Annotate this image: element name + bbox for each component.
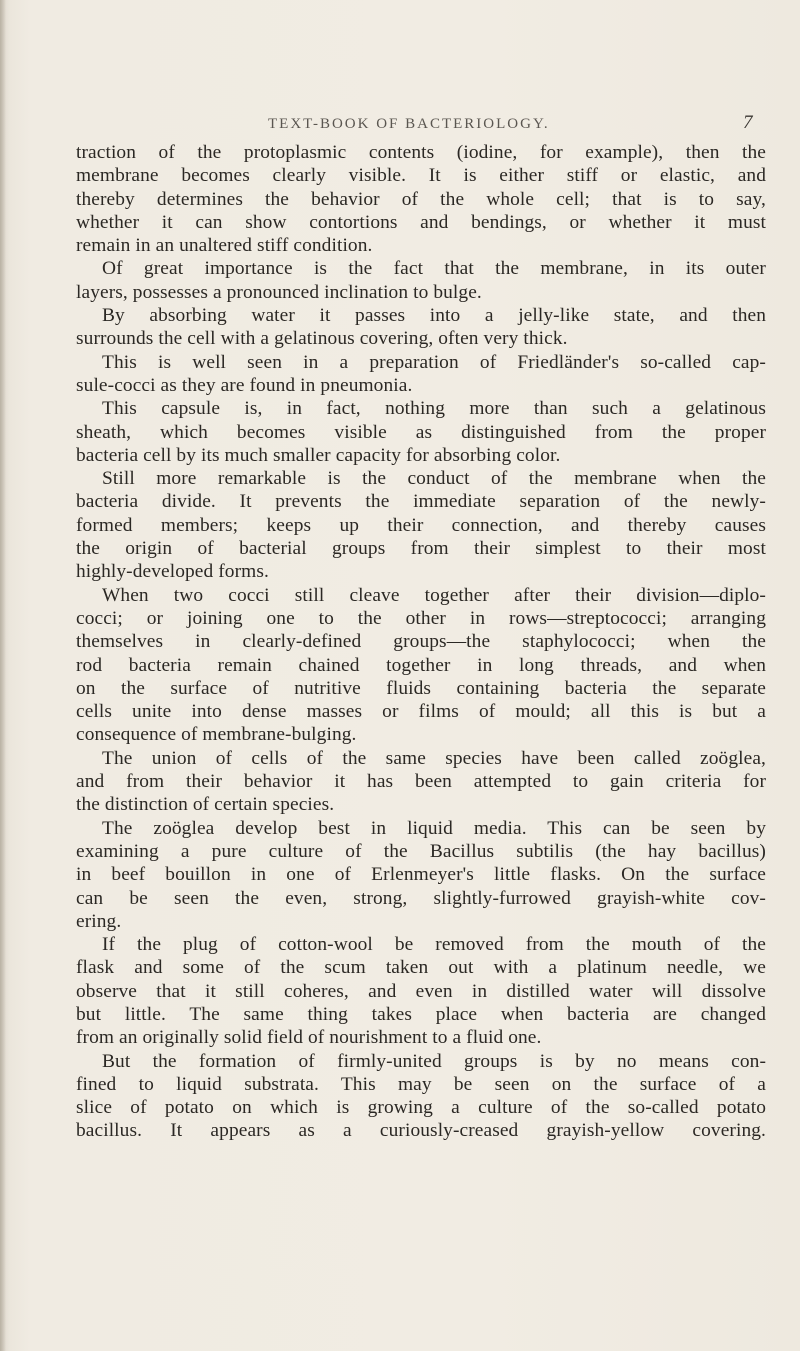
text-line: slice of potato on which is growing a culture of the so-called potato: [76, 1097, 766, 1119]
text-line: If the plug of cotton-wool be removed from the mouth of the: [102, 934, 766, 956]
text-line: bacteria cell by its much smaller capacity for absorbing color.: [76, 444, 561, 466]
text-line: Of great importance is the fact that the membrane, in its outer: [102, 258, 766, 280]
text-line: the origin of bacterial groups from their simplest to their most: [76, 538, 766, 560]
text-line: traction of the protoplasmic contents (iodine, for example), then the: [76, 142, 766, 163]
text-line: on the surface of nutritive fluids containing bacteria the separate: [76, 677, 766, 699]
binding-gutter-shadow: [0, 0, 6, 1351]
text-line: cocci; or joining one to the other in rows—streptococci; arranging: [76, 607, 766, 629]
running-head: TEXT-BOOK OF BACTERIOLOGY.: [268, 116, 550, 132]
text-line: thereby determines the behavior of the whole cell; that is to say,: [76, 188, 766, 210]
text-line: layers, possesses a pronounced inclination to bulge.: [76, 281, 482, 303]
text-line: ering.: [76, 910, 122, 932]
text-line: themselves in clearly-defined groups—the staphylococci; when the: [76, 631, 766, 653]
text-line: consequence of membrane-bulging.: [76, 724, 357, 746]
text-line: surrounds the cell with a gelatinous covering, often very thick.: [76, 328, 568, 350]
text-line: in beef bouillon in one of Erlenmeyer's little flasks. On the surface: [76, 864, 766, 886]
text-line: bacillus. It appears as a curiously-creased grayish-yellow covering.: [76, 1120, 766, 1142]
text-line: bacteria divide. It prevents the immediate separation of the newly-: [76, 491, 766, 513]
text-line: flask and some of the scum taken out with a platinum needle, we: [76, 957, 766, 979]
text-line: sule-cocci as they are found in pneumonia.: [76, 374, 413, 396]
text-line: examining a pure culture of the Bacillus subtilis (the hay bacillus): [76, 840, 766, 862]
text-line: The zoöglea develop best in liquid media. This can be seen by: [102, 817, 766, 839]
text-line: This capsule is, in fact, nothing more than such a gelatinous: [102, 398, 766, 420]
text-line: When two cocci still cleave together after their division—diplo-: [102, 584, 766, 606]
text-line: and from their behavior it has been attempted to gain criteria for: [76, 771, 766, 793]
text-line: fined to liquid substrata. This may be seen on the surface of a: [76, 1073, 766, 1095]
text-line: But the formation of firmly-united groups is by no means con-: [102, 1050, 766, 1072]
text-line: remain in an unaltered stiff condition.: [76, 235, 373, 257]
text-line: observe that it still coheres, and even in distilled water will dissolve: [76, 980, 766, 1002]
body-text: [76, 141, 766, 1143]
text-line: can be seen the even, strong, slightly-furrowed grayish-white cov-: [76, 887, 766, 909]
text-line: cells unite into dense masses or films of mould; all this is but a: [76, 701, 766, 723]
text-line: Still more remarkable is the conduct of the membrane when the: [102, 468, 766, 490]
text-line: This is well seen in a preparation of Friedländer's so-called cap-: [102, 351, 766, 373]
text-line: rod bacteria remain chained together in long threads, and when: [76, 654, 766, 676]
text-line: The union of cells of the same species have been called zoöglea,: [102, 747, 766, 769]
text-line: formed members; keeps up their connection, and thereby causes: [76, 514, 766, 536]
text-line: the distinction of certain species.: [76, 794, 335, 816]
text-line: sheath, which becomes visible as distinguished from the proper: [76, 421, 766, 443]
text-line: By absorbing water it passes into a jelly-like state, and then: [102, 305, 766, 327]
text-line: whether it can show contortions and bendings, or whether it must: [76, 211, 766, 233]
text-line: highly-developed forms.: [76, 561, 269, 583]
text-line: but little. The same thing takes place when bacteria are changed: [76, 1003, 766, 1025]
text-line: membrane becomes clearly visible. It is either stiff or elastic, and: [76, 165, 766, 187]
text-line: from an originally solid field of nourishment to a fluid one.: [76, 1027, 542, 1049]
page-number: 7: [743, 112, 753, 133]
